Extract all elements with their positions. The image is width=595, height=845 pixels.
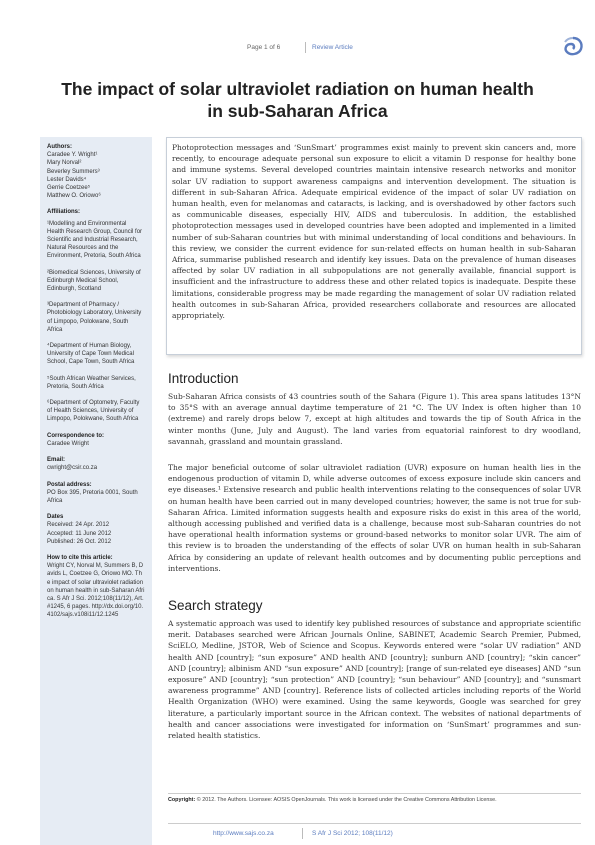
footer-separator xyxy=(302,828,303,839)
abstract-box: Photoprotection messages and ‘SunSmart’ programmes exist mainly to prevent skin cancers and, more recently, to encourage adequate personal sun exposure to elicit a vitamin D response for healthy bone and immune systems. Several developed countries maintain intensive research networks and monitor solar UV radiation to support awareness campaigns and intervention development. The situation is different in sub-Saharan Africa. Adequate empirical evidence of the impact of solar UV radiation on human health, even for melanomas and cataracts, is lacking, and is overshadowed by other factors such as communicable diseases, especially HIV, AIDS and tuberculosis. In addition, the established photoprotection messages used in developed countries have been adopted and implemented in a limited number of sub-Saharan countries but with minimal understanding of local conditions and behaviours. In this review, we consider the current evidence for sun-related effects on human health in sub-Saharan Africa, summarise published research and identify key issues. Data on the prevalence of human diseases affected by solar UV radiation in all subpopulations are not generally available, financial support is insufficient and the infrastructure to address these and other related topics is inadequate. Despite these limitations, considerable progress may be made regarding the management of solar UV radiation related health outcomes in sub-Saharan Africa, provided researchers collaborate and resources are allocated appropriately. xyxy=(166,137,582,355)
introduction-heading: Introduction xyxy=(168,371,239,386)
email-address[interactable]: cwright@csir.co.za xyxy=(47,465,98,472)
footer-divider xyxy=(168,823,581,824)
author: Caradee Y. Wright¹ xyxy=(47,152,98,159)
affiliation: ⁴Department of Human Biology, University of Cape Town Medical School, Cape Town, South Africa xyxy=(47,343,135,366)
author: Matthew O. Oriowo⁶ xyxy=(47,193,101,200)
introduction-paragraph: The major beneficial outcome of solar ultraviolet radiation (UVR) exposure on human health lies in the endogenous production of vitamin D, while adverse outcomes of excess exposure include skin cancers and eye diseases.¹ Extensive research and public health interventions relating to the consequences of solar UVR on human health have been carried out in many developed countries; however, the same is not true for sub-Saharan Africa. Limited information suggests health and exposure risks do exist in this area of the world, although accessing published and verified data is a challenge, because most sub-Saharan countries do not have operational health information systems or ground-based networks to monitor solar UVR. The aim of this review is to broaden the understanding of the effects of solar UVR on human health in sub-Saharan Africa by considering an update of relevant health outcomes and by documenting public perceptions and interventions. xyxy=(168,463,581,573)
introduction-paragraph: Sub-Saharan Africa consists of 43 countries south of the Sahara (Figure 1). This area spans latitudes 13°N to 35°S with an average annual daytime temperature of 21 °C. The UV Index is often higher than 10 (extreme) and rarely drops below 7, except at high altitudes and towards the tip of South Africa in the winter months (June, July and August). The land varies from equatorial rainforest to dry woodland, savannah, grassland and mountain grassland. xyxy=(168,392,581,446)
copyright-text: © 2012. The Authors. Licensee: AOSIS OpenJournals. This work is licensed under the Creative Commons Attribution License. xyxy=(196,797,497,803)
correspondence-heading: Correspondence to: xyxy=(47,432,105,439)
search-strategy-paragraph: A systematic approach was used to identify key published resources of substance and appropriate scientific merit. Databases searched were African Journals Online, SABINET, Academic Search Premier, Pubmed, SciELO, Medline, JSTOR, Web of Science and Scopus. Keywords entered were “solar UV radiation” AND health AND [country]; “sun exposure” AND health AND [country]; sunburn AND [country]; “skin cancer” AND [country]; albinism AND “sun exposure” AND [country]; [range of sun-related eye diseases] AND “sun exposure” AND [country]; “sun protection” AND [country]; “sun behaviour” AND [country]; and “sunsmart awareness programme” AND [country]. Reference lists of collected articles including reports of the World Health Organization (WHO) were examined. Using the same keywords, Google was searched for grey literature, a particularly important source in the African context. The websites of national departments of health and cancer associations were investigated for information on ‘SunSmart’ programmes and sun-related health statistics. xyxy=(168,619,581,741)
email-heading: Email: xyxy=(47,457,66,464)
sidebar xyxy=(40,137,152,845)
affiliation: ³Department of Pharmacy / Photobiology Laboratory, University of Limpopo, Polokwane, South Africa xyxy=(47,302,142,333)
page-number: Page 1 of 6 xyxy=(247,44,281,51)
correspondence-block xyxy=(47,432,145,448)
affiliations-heading: Affiliations: xyxy=(47,209,80,216)
citation-block xyxy=(47,554,145,620)
article-title: The impact of solar ultraviolet radiation on human health in sub-Saharan Africa xyxy=(61,79,534,121)
dates-block xyxy=(47,513,145,546)
date-accepted: Accepted: 11 June 2012 xyxy=(47,530,112,537)
article-type: Review Article xyxy=(312,44,353,51)
date-received: Received: 24 Apr. 2012 xyxy=(47,522,110,529)
dates-heading: Dates xyxy=(47,514,64,521)
authors-heading: Authors: xyxy=(47,144,72,150)
postal-heading: Postal address: xyxy=(47,481,92,488)
search-strategy-heading: Search strategy xyxy=(168,598,263,613)
affiliations-heading-block xyxy=(47,208,145,216)
journal-url-link[interactable]: http://www.sajs.co.za xyxy=(213,830,274,837)
affiliation: ⁶Department of Optometry, Faculty of Health Sciences, University of Limpopo, Polokwane, South Africa xyxy=(47,400,140,423)
postal-address: PO Box 395, Pretoria 0001, South Africa xyxy=(47,489,138,504)
copyright-line xyxy=(168,793,581,803)
email-block xyxy=(47,456,145,472)
citation-heading: How to cite this article: xyxy=(47,554,113,561)
header-divider xyxy=(305,42,306,53)
author: Lester Davids⁴ xyxy=(47,176,87,183)
copyright-label: Copyright: xyxy=(168,797,196,803)
citation-text: Wright CY, Norval M, Summers B, Davids L, Coetzee G, Oriowo MO. The impact of solar ultraviolet radiation on human health in sub-Saharan Africa. S Afr J Sci. 2012;108(11/12), Art. #1245, 6 pages. http://dx.doi.org/10.4102/sajs.v108i11/12.1245 xyxy=(47,563,145,619)
journal-citation: S Afr J Sci 2012; 108(11/12) xyxy=(312,830,393,837)
correspondence-name: Caradee Wright xyxy=(47,440,89,447)
date-published: Published: 26 Oct. 2012 xyxy=(47,538,112,545)
journal-logo-icon xyxy=(561,36,585,58)
author: Gerrie Coetzee⁵ xyxy=(47,185,91,192)
affiliation: ¹Modelling and Environmental Health Research Group, Council for Scientific and Industrial Research, Natural Resources and the Environment, Pretoria, South Africa xyxy=(47,220,143,260)
author: Mary Norval² xyxy=(47,160,82,167)
affiliation: ²Biomedical Sciences, University of Edinburgh Medical School, Edinburgh, Scotland xyxy=(47,269,141,293)
postal-block xyxy=(47,481,145,506)
authors-block xyxy=(47,143,145,200)
author: Beverley Summers³ xyxy=(47,168,100,175)
affiliation: ⁵South African Weather Services, Pretoria, South Africa xyxy=(47,375,136,390)
